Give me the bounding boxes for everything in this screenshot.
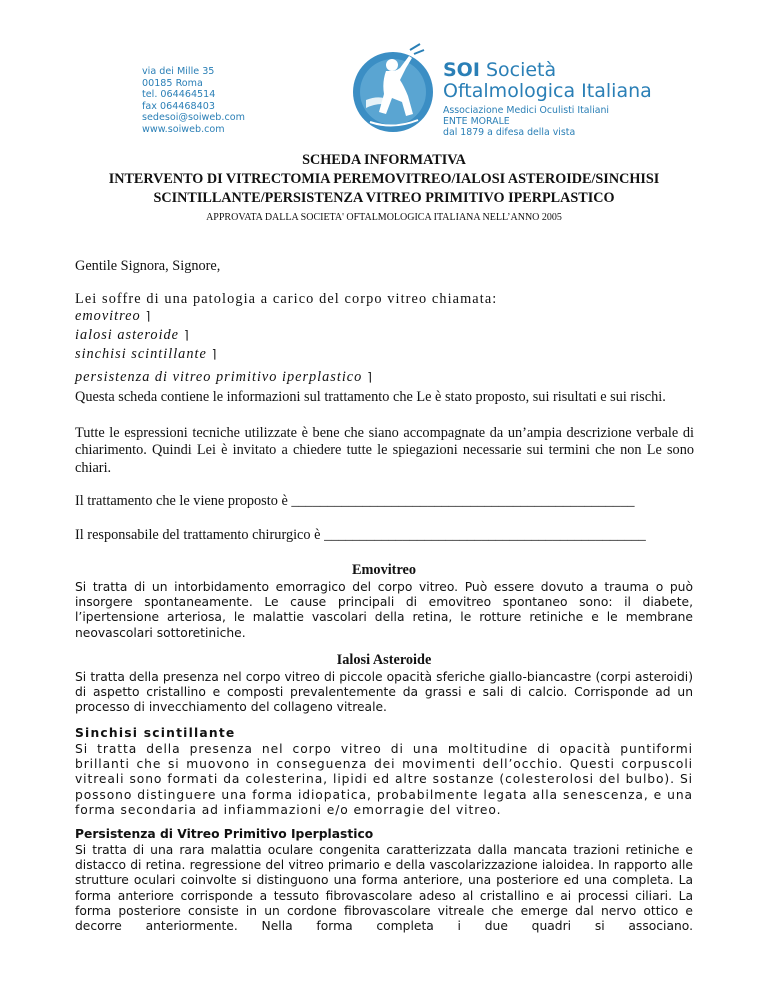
phone-line: tel. 064464514 (142, 89, 216, 101)
brand-since: dal 1879 a difesa della vista (443, 127, 576, 138)
responsible-surgeon-field[interactable] (75, 527, 694, 544)
pathology-label: emovitreo (75, 308, 141, 324)
responsible-surgeon-blank[interactable]: _____________________________________________ (324, 527, 646, 543)
soi-emblem-figure-icon (346, 38, 436, 134)
address-line: via dei Mille 35 (142, 66, 215, 77)
brand-ente-morale: ENTE MORALE (443, 116, 510, 127)
section-body-emovitreo: Si tratta di un intorbidamento emorragico del corpo vitreo. Può essere dovuto a trauma o può insorgere spontaneamente. Le cause principali di emovitreo spontaneo sono: il diabete, l’ipertensione arteriosa, le malattie vascolari della retina, le rotture retiniche e le membrane neovascolari sottoretiniche. (75, 580, 693, 640)
section-body-sinchisi: Si tratta della presenza nel corpo vitreo di una moltitudine di opacità puntiformi brillanti che si muovono in conseguenza dei movimenti dell’occhio. Questi corpuscoli vitreali sono formati da colesterina, lipidi ed altre sostanze (colesterolosi del bulbo). Si possono distinguere una forma idiopatica, probabilmente legata alla senescenza, e una forma secondaria ad infiammazioni e/o emorragie del vitreo. (75, 742, 693, 817)
brand-tagline: Associazione Medici Oculisti Italiani (443, 105, 610, 116)
pathology-label: ialosi asteroide (75, 327, 180, 343)
info-paragraph: Questa scheda contiene le informazioni sul trattamento che Le è stato proposto, sui risultati e sui rischi. (75, 389, 666, 405)
intro-line: Lei soffre di una patologia a carico del corpo vitreo chiamata: (75, 291, 498, 307)
checkbox-mark-icon[interactable]: ⌉ (184, 328, 189, 342)
brand-word: Società (479, 59, 557, 81)
address-line: 00185 Roma (142, 77, 203, 89)
website-link[interactable]: www.soiweb.com (142, 123, 225, 135)
document-subtitle-line2: SCINTILLANTE/PERSISTENZA VITREO PRIMITIVO IPERPLASTICO (153, 190, 615, 206)
document-subtitle-line1: INTERVENTO DI VITRECTOMIA PEREMOVITREO/IALOSI ASTEROIDE/SINCHISI (108, 171, 660, 187)
contact-block (142, 66, 245, 136)
pathology-option-sinchisi[interactable] (75, 346, 216, 363)
brand-block (443, 60, 652, 138)
section-body-ialosi: Si tratta della presenza nel corpo vitreo di piccole opacità sferiche giallo-biancastre (corpi asteroidi) di aspetto cristallino e composti prevalentemente da grassi e sali di calcio. Corrisponde ad un processo di invecchiamento del collageno vitreale. (75, 670, 693, 715)
responsible-surgeon-label: Il responsabile del trattamento chirurgico è (75, 527, 321, 543)
pathology-option-persistenza[interactable] (75, 369, 372, 386)
document-title: SCHEDA INFORMATIVA (302, 152, 466, 168)
pathology-option-ialosi[interactable] (75, 327, 189, 344)
checkbox-mark-icon[interactable]: ⌉ (211, 347, 217, 361)
proposed-treatment-blank[interactable]: ________________________________________________ (291, 493, 635, 509)
section-title-sinchisi: Sinchisi scintillante (75, 726, 236, 740)
greeting: Gentile Signora, Signore, (75, 258, 221, 274)
brand-acronym: SOI (443, 59, 480, 81)
email-link[interactable]: sedesoi@soiweb.com (142, 112, 245, 124)
proposed-treatment-label: Il trattamento che le viene proposto è (75, 493, 288, 509)
section-title-emovitreo: Emovitreo (351, 562, 417, 578)
technical-terms-paragraph: Tutte le espressioni tecniche utilizzate è bene che siano accompagnate da un’ampia descrizione verbale di chiarimento. Quindi Lei è invitato a chiedere tutte le spiegazioni necessarie sui termini che non Le sono chiari. (75, 425, 694, 476)
brand-name (443, 60, 652, 80)
brand-line2: Oftalmologica Italiana (443, 80, 652, 102)
pathology-option-emovitreo[interactable] (75, 308, 150, 325)
approval-note: APPROVATA DALLA SOCIETA' OFTALMOLOGICA ITALIANA NELL’ANNO 2005 (206, 212, 562, 223)
pathology-label: persistenza di vitreo primitivo iperplastico (75, 369, 363, 385)
fax-line: fax 064468403 (142, 100, 215, 112)
checkbox-mark-icon[interactable]: ⌉ (145, 309, 151, 323)
section-title-ialosi: Ialosi Asteroide (336, 652, 432, 668)
section-title-persistenza: Persistenza di Vitreo Primitivo Iperplastico (75, 827, 374, 841)
checkbox-mark-icon[interactable]: ⌉ (367, 370, 372, 384)
section-body-persistenza: Si tratta di una rara malattia oculare congenita caratterizzata dalla mancata trazioni retiniche e distacco di retina. regressione del vitreo primario e della vascolarizzazione ialoidea. In rapporto alle strutture oculari coinvolte si distinguono una forma anteriore, una posteriore ed una completa. La forma anteriore corrisponde a tessuto fibrovascolare adeso al cristallino e ai processi ciliari. La forma posteriore consiste in un cordone fibrovascolare vitreale che emerge dal nervo ottico e decorre anteriormente. Nella forma completa i due quadri si associano. (75, 843, 693, 934)
pathology-label: sinchisi scintillante (75, 346, 207, 362)
proposed-treatment-field[interactable] (75, 493, 694, 510)
